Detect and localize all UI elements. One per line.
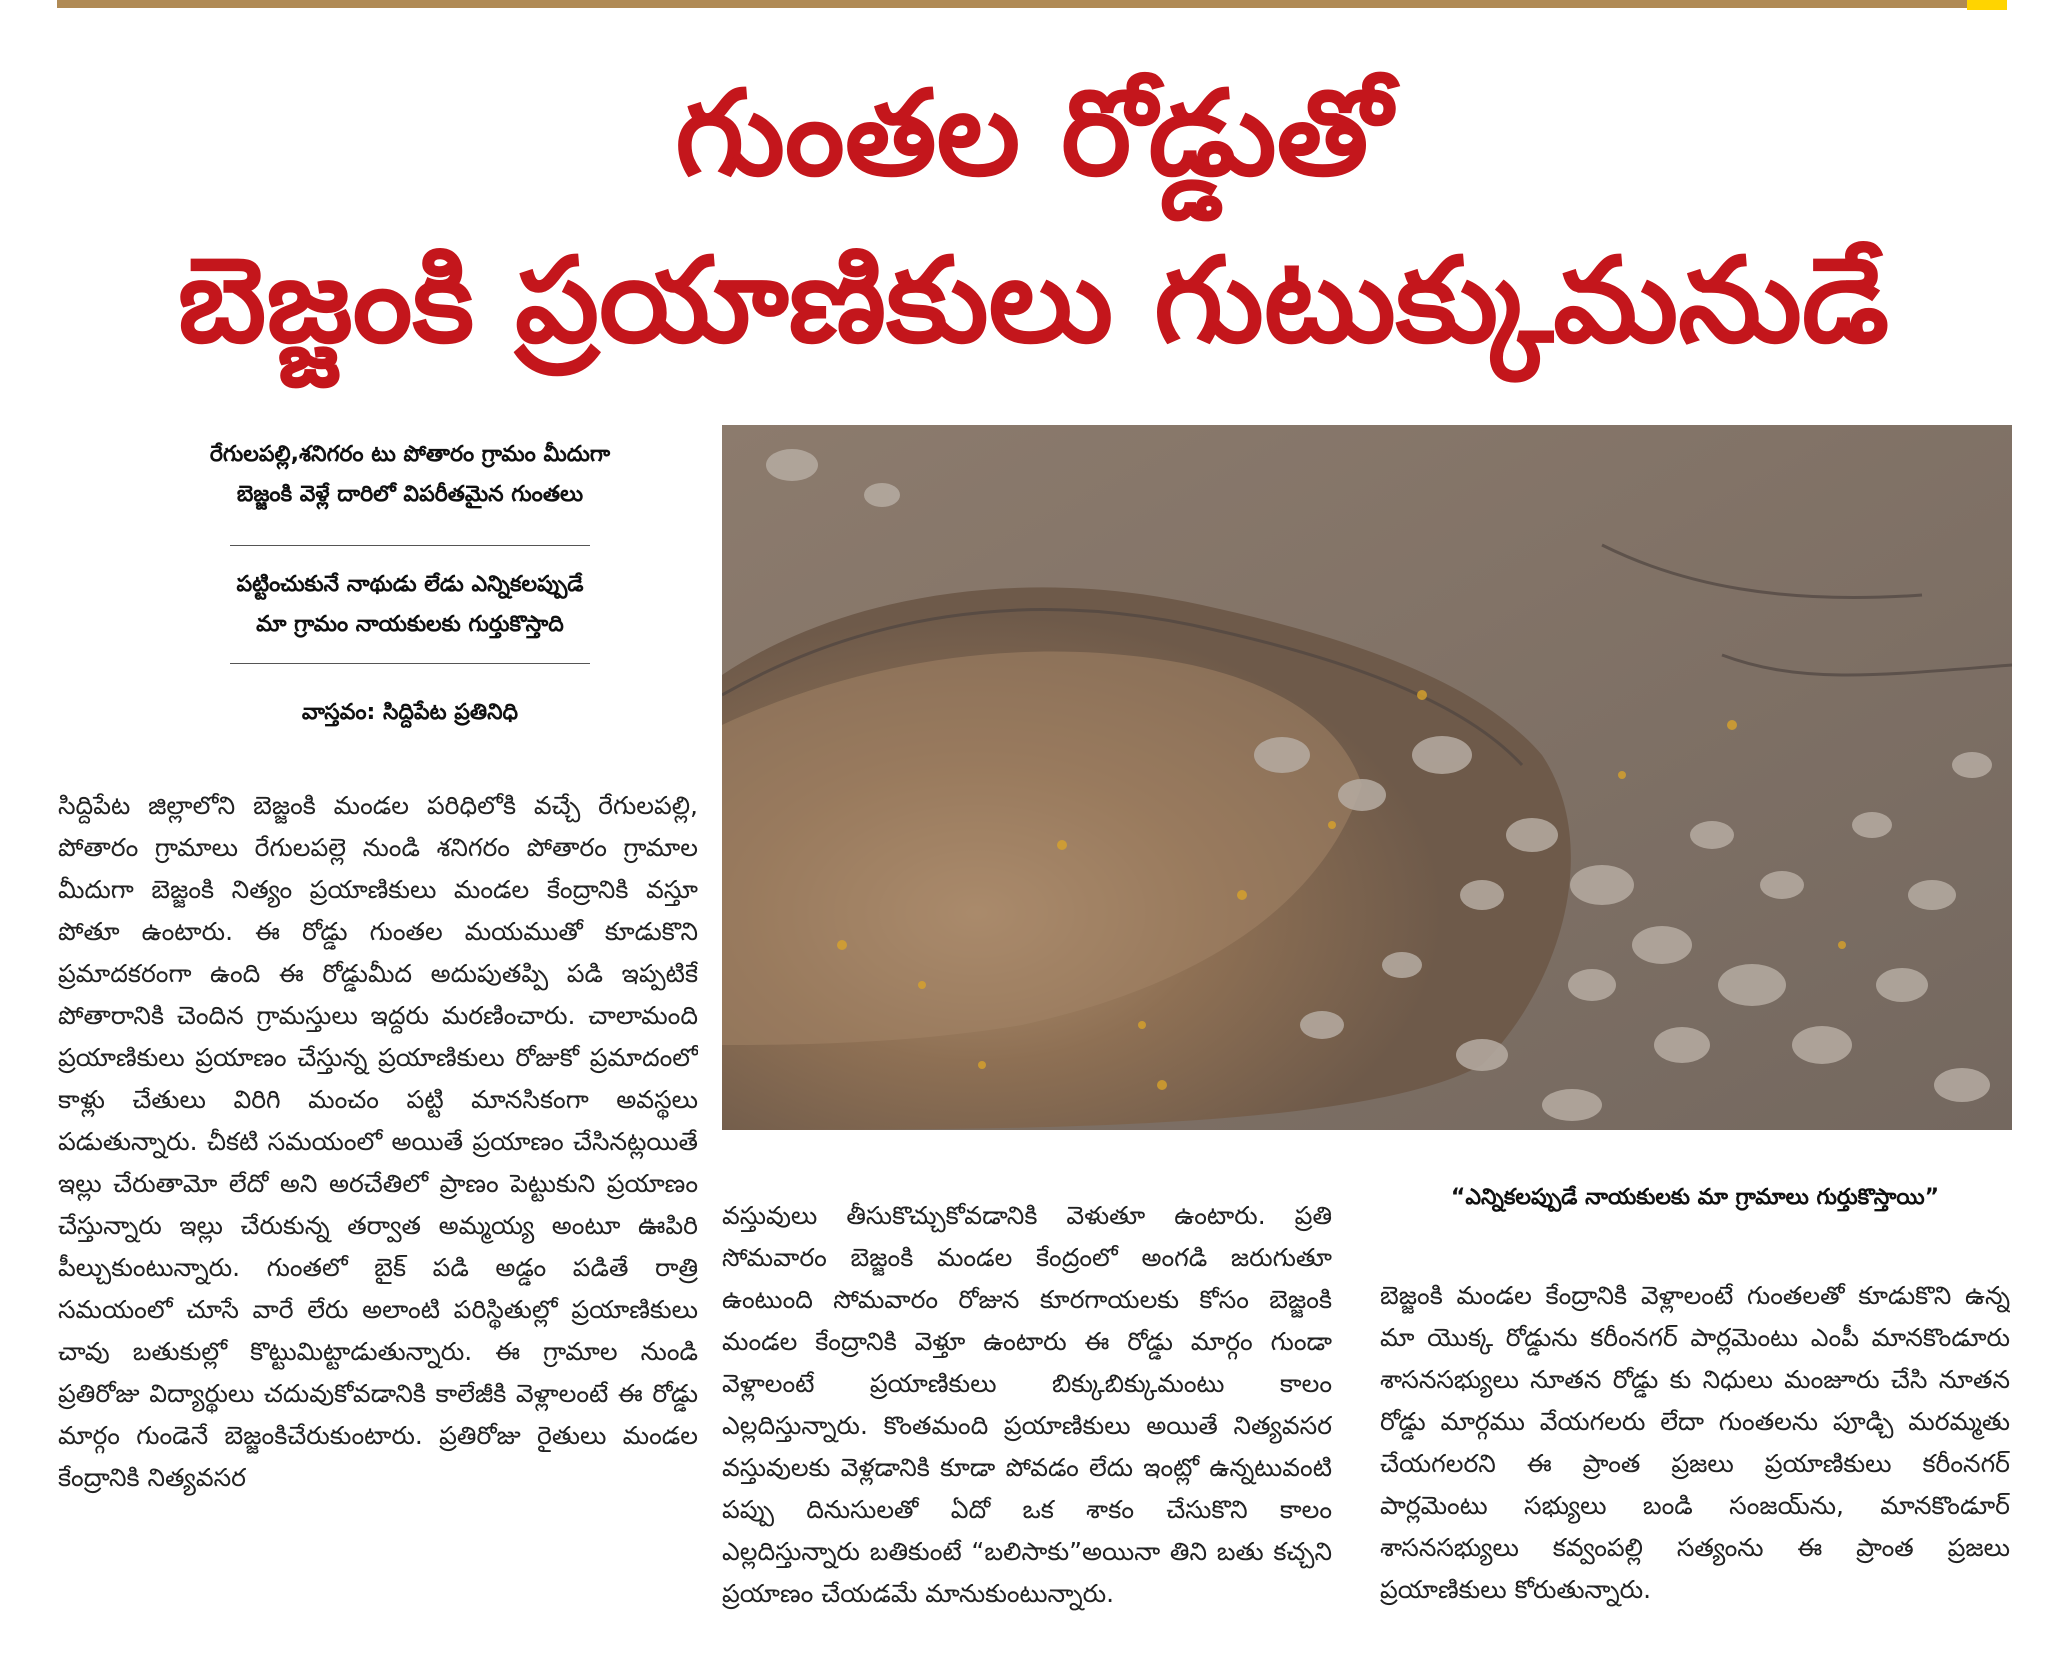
article-text: సిద్దిపేట జిల్లాలోని బెజ్జంకి మండల పరిధిలోకి వచ్చే రేగులపల్లి, పోతారం గ్రామాలు రేగులపల్లె నుండి శనిగరం పోతారం గ్రామాల మీదుగా బెజ్జంకి నిత్యం ప్రయాణికులు మండల కేంద్రానికి వస్తూ పోతూ ఉంటారు. ఈ రోడ్డు గుంతల మయముతో కూడుకొని ప్రమాదకరంగా ఉంది ఈ రోడ్డుమీద అదుపుతప్పి పడి ఇప్పటికే పోతారానికి చెందిన గ్రామస్తులు ఇద్దరు మరణించారు. చాలామంది ప్రయాణికులు ప్రయాణం చేస్తున్న ప్రయాణికులు రోజుకో ప్రమాదంలో కాళ్లు చేతులు విరిగి మంచం పట్టి మానసికంగా అవస్థలు పడుతున్నారు. చీకటి సమయంలో అయితే ప్రయాణం చేసినట్లయితే ఇల్లు చేరుతామో లేదో అని అరచేతిలో ప్రాణం పెట్టుకుని ప్రయాణం చేస్తున్నారు ఇల్లు చేరుకున్న తర్వాత అమ్మయ్య అంటూ ఊపిరి పీల్చుకుంటున్నారు. గుంతలో బైక్ పడి అడ్డం పడితే రాత్రి సమయంలో చూసే వారే లేరు అలాంటి పరిస్థితుల్లో ప్రయాణికులు చావు బతుకుల్లో కొట్టుమిట్టాడుతున్నారు. ఈ గ్రామాల నుండి ప్రతిరోజు విద్యార్థులు చదువుకోవడానికి కాలేజీకి వెళ్లాలంటే ఈ రోడ్డు మార్గం గుండెనే బెజ్జంకిచేరుకుంటారు. ప్రతిరోజు రైతులు మండల కేంద్రానికి నిత్యవసర <box>58 791 698 1492</box>
byline: వాస్తవం: సిద్దిపేట ప్రతినిధి <box>301 700 519 725</box>
deck-divider <box>230 663 590 664</box>
article-column-1 <box>58 785 698 1665</box>
deck-line: బెజ్జంకి వెళ్లే దారిలో విపరీతమైన గుంతలు <box>236 482 584 507</box>
deck-line: పట్టించుకునే నాథుడు లేడు ఎన్నికలప్పుడే <box>236 572 584 597</box>
headline-line-1: గుంతల రోడ్డుతో <box>675 64 1392 202</box>
photo-caption: “ఎన్నికలప్పుడే నాయకులకు మా గ్రామాలు గుర్తుకొస్తాయి” <box>1450 1185 1940 1210</box>
article-column-3 <box>1380 1275 2010 1665</box>
article-text: బెజ్జంకి మండల కేంద్రానికి వెళ్లాలంటే గుంతలతో కూడుకొని ఉన్న మా యొక్క రోడ్డును కరీంనగర్ పార్లమెంటు ఎంపీ మానకొండూరు శాసనసభ్యులు నూతన రోడ్డు కు నిధులు మంజూరు చేసి నూతన రోడ్డు మార్గము వేయగలరు లేదా గుంతలను పూడ్చి మరమ్మతు చేయగలరని ఈ ప్రాంత ప్రజలు ప్రయాణికులు కరీంనగర్ పార్లమెంటు సభ్యులు బండి సంజయ్‌ను, మానకొండూర్ శాసనసభ్యులు కవ్వంపల్లి సత్యంను ఈ ప్రాంత ప్రజలు ప్రయాణికులు కోరుతున్నారు. <box>1380 1281 2010 1604</box>
deck-divider <box>230 545 590 546</box>
deck-block-1 <box>130 435 690 515</box>
article-column-2 <box>722 1195 1332 1665</box>
deck-block-2 <box>130 565 690 645</box>
deck-line: రేగులపల్లి,శనిగరం టు పోతారం గ్రామం మీదుగా <box>209 442 611 467</box>
deck-line: మా గ్రామం నాయకులకు గుర్తుకొస్తాది <box>256 612 564 637</box>
masthead-accent <box>1967 0 2007 10</box>
headline-line-2: బెజ్జంకి ప్రయాణికులు గుటుక్కుమనుడే <box>177 231 1890 369</box>
article-text: వస్తువులు తీసుకొచ్చుకోవడానికి వెళుతూ ఉంటారు. ప్రతి సోమవారం బెజ్జంకి మండల కేంద్రంలో అంగడి జరుగుతూ ఉంటుంది సోమవారం రోజున కూరగాయలకు కోసం బెజ్జంకి మండల కేంద్రానికి వెళ్తూ ఉంటారు ఈ రోడ్డు మార్గం గుండా వెళ్లాలంటే ప్రయాణికులు బిక్కుబిక్కుమంటు కాలం ఎల్లదిస్తున్నారు. కొంతమంది ప్రయాణికులు అయితే నిత్యవసర వస్తువులకు వెళ్లడానికి కూడా పోవడం లేదు ఇంట్లో ఉన్నటువంటి పప్పు దినుసులతో ఏదో ఒక శాకం చేసుకొని కాలం ఎల్లదిస్తున్నారు బతికుంటే “బలిసాకు”అయినా తిని బతు కచ్చని ప్రయాణం చేయడమే మానుకుంటున్నారు. <box>722 1201 1332 1608</box>
pothole-photo <box>722 425 2012 1130</box>
masthead-strip <box>57 0 1967 8</box>
